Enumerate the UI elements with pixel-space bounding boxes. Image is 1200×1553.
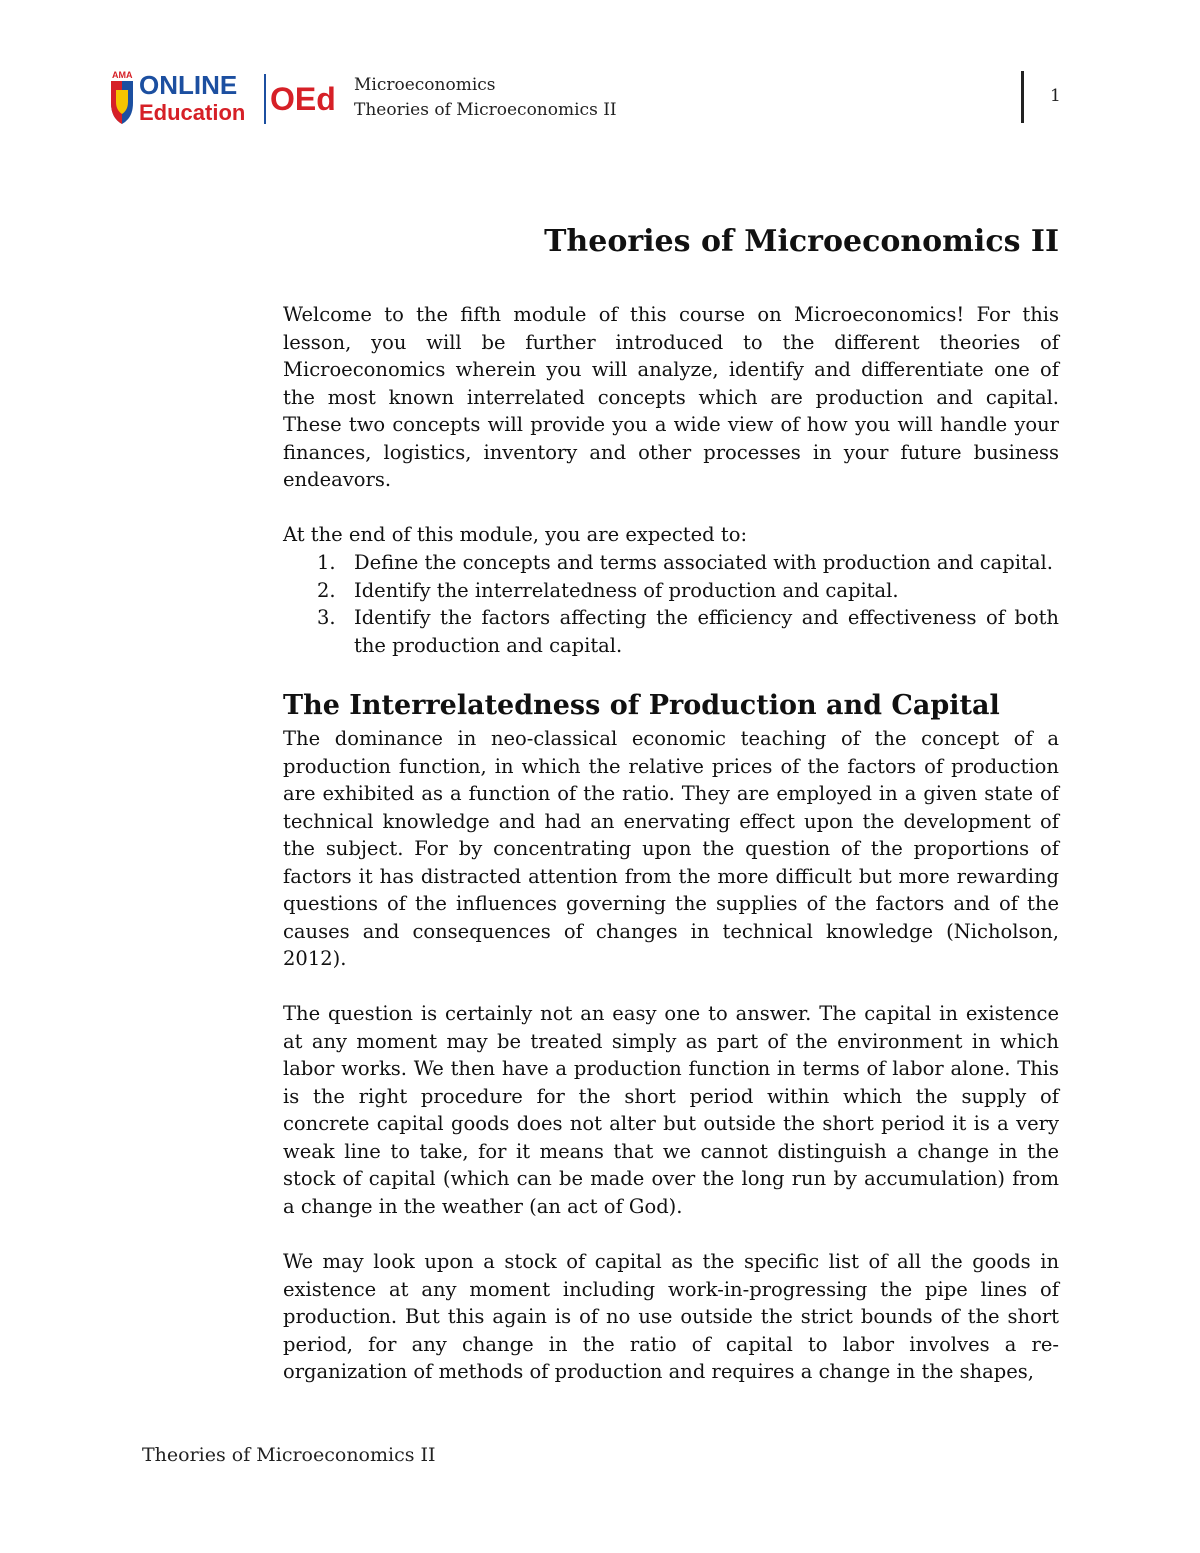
body-paragraph: The dominance in neo-classical economic teaching of the concept of a production function, in which the relative prices of the factors of production are exhibited as a function of the ratio. They are employed in a given state of technical knowledge and had an enervating effect upon the development of the subject. For by concentrating upon the question of the proportions of factors it has distracted attention from the more difficult but more rewarding questions of the influences governing the supplies of the factors and of the causes and consequences of changes in technical knowledge (Nicholson, 2012).	[283, 727, 1059, 970]
header-divider	[1021, 71, 1024, 123]
page-number: 1	[1050, 86, 1061, 106]
objectives-list	[283, 549, 1059, 659]
objective-item	[283, 577, 1059, 605]
objective-text: Identify the factors affecting the efficiency and effectiveness of both the production and capital.	[354, 606, 1059, 657]
objective-number: 3.	[317, 606, 336, 629]
objective-item	[283, 549, 1059, 577]
header-module: Theories of Microeconomics II	[354, 100, 617, 120]
body-paragraph: The question is certainly not an easy one to answer. The capital in existence at any moment may be treated simply as part of the environment in which labor works. We then have a production function in terms of labor alone. This is the right procedure for the short period within which the supply of concrete capital goods does not alter but outside the short period it is a very weak line to take, for it means that we cannot distinguish a change in the stock of capital (which can be made over the long run by accumulation) from a change in the weather (an act of God).	[283, 1002, 1059, 1218]
intro-paragraph: Welcome to the fifth module of this course on Microeconomics! For this lesson, you will be further introduced to the different theories of Microeconomics wherein you will analyze, identify and differentiate one of the most known interrelated concepts which are production and capital. These two concepts will provide you a wide view of how you will handle your finances, logistics, inventory and other processes in your future business endeavors.	[283, 303, 1059, 491]
body-paragraph: We may look upon a stock of capital as the specific list of all the goods in existence at any moment including work-in-progressing the pipe lines of production. But this again is of no use outside the strict bounds of the short period, for any change in the ratio of capital to labor involves a re-organization of methods of production and requires a change in the shapes,	[283, 1250, 1059, 1383]
objective-text: Define the concepts and terms associated with production and capital.	[354, 551, 1053, 574]
objective-number: 1.	[317, 551, 336, 574]
header-titles	[354, 73, 617, 123]
ama-logo-text: AMA	[112, 70, 133, 80]
objective-item	[283, 604, 1059, 659]
section-title: The Interrelatedness of Production and Capital	[283, 690, 1000, 721]
objective-text: Identify the interrelatedness of production and capital.	[354, 578, 899, 602]
document-title: Theories of Microeconomics II	[544, 224, 1059, 259]
oed-logo-text: OEd	[270, 81, 336, 117]
page-footer: Theories of Microeconomics II	[142, 1444, 436, 1466]
online-education-logo	[108, 68, 343, 128]
page-header	[0, 0, 1200, 140]
online-logo-text: ONLINE	[139, 70, 238, 100]
objective-number: 2.	[317, 578, 336, 602]
header-course: Microeconomics	[354, 75, 496, 95]
education-logo-text: Education	[139, 100, 246, 125]
objectives-lead: At the end of this module, you are expected to:	[283, 523, 748, 546]
